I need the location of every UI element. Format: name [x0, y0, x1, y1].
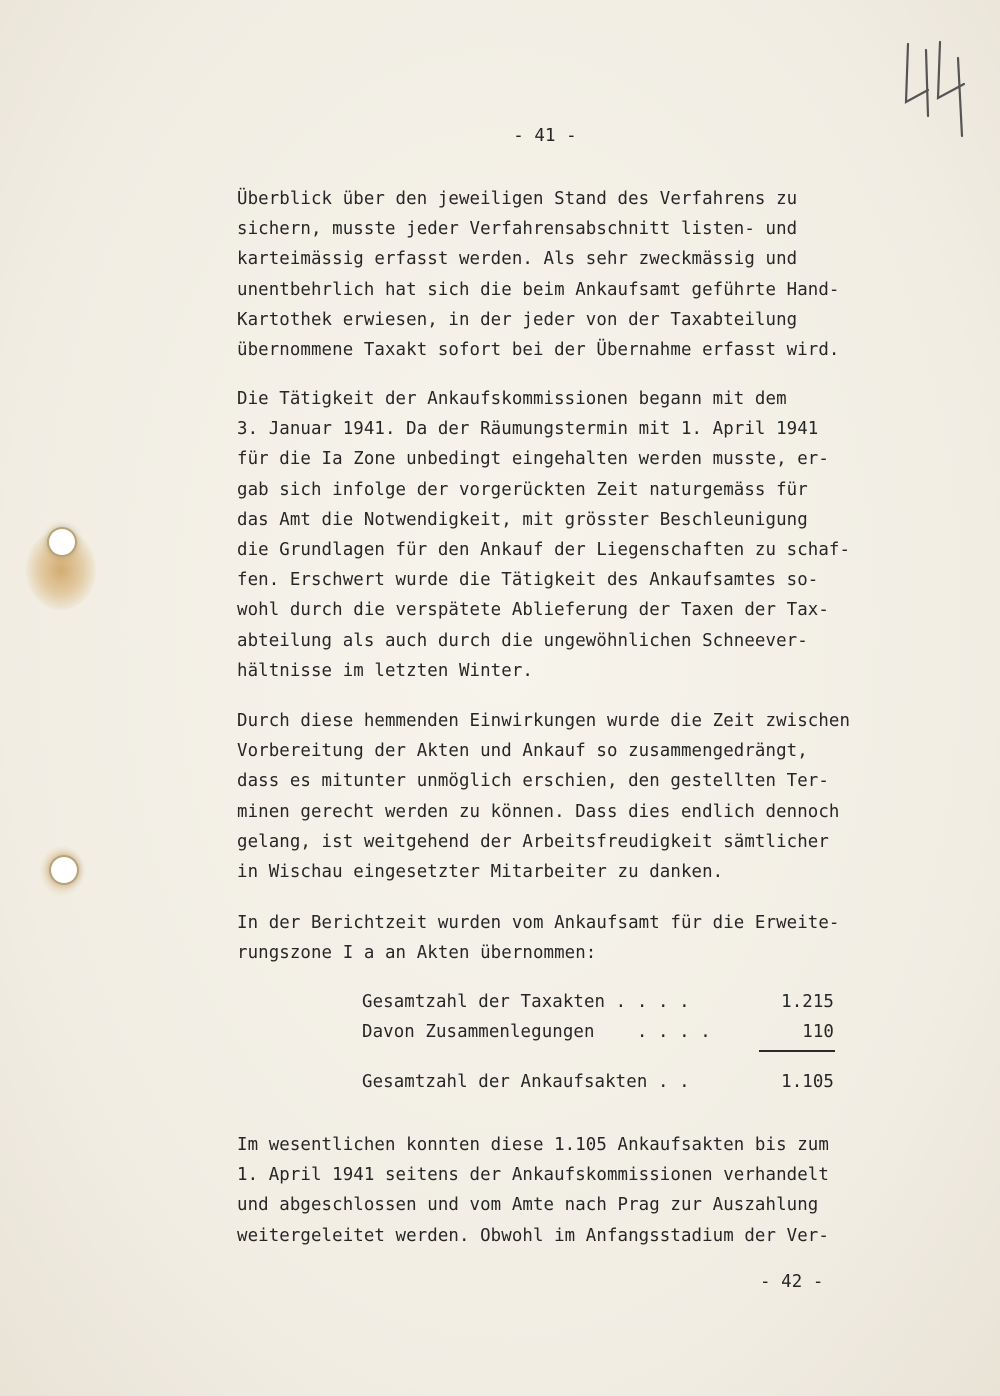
paragraph-report-period: In der Berichtzeit wurden vom Ankaufsamt für die Erweite- rungszone I a an Akten übernommen:	[237, 913, 840, 964]
tally-value: 1.215	[781, 992, 834, 1012]
paragraph-overview: Überblick über den jeweiligen Stand des Verfahrens zu sichern, musste jeder Verfahrensabschnitt listen- und karteimässig erfasst werden. Als sehr zweckmässig und unentbehrlich hat sich die beim Ankaufsamt geführte Hand- Kartothek erwiesen, in der jeder von der Taxabteilung übernommene Taxakt sofort bei der Übernahme erfasst wird.	[237, 189, 840, 361]
tally-label: Gesamtzahl der Ankaufsakten . .	[362, 1072, 690, 1092]
tally-label: Gesamtzahl der Taxakten . . . .	[362, 992, 690, 1012]
paragraph-conclusion: Im wesentlichen konnten diese 1.105 Ankaufsakten bis zum 1. April 1941 seitens der Ankaufskommissionen verhandelt und abgeschlossen und vom Amte nach Prag zur Auszahlung weitergeleitet werden. Obwohl im Anfangsstadium der Ver-	[237, 1135, 829, 1246]
tally-total-value: 1.105	[781, 1072, 834, 1092]
tally-label: Davon Zusammenlegungen . . . .	[362, 1022, 711, 1042]
paragraph-commissions: Die Tätigkeit der Ankaufskommissionen begann mit dem 3. Januar 1941. Da der Räumungstermin mit 1. April 1941 für die Ia Zone unbedingt eingehalten werden musste, er- gab sich infolge der vorgerückten Zeit naturgemäss für das Amt die Notwendigkeit, mit grösster Beschleunigung die Grundlagen für den Ankauf der Liegenschaften zu schaf- fen. Erschwert wurde die Tätigkeit des Ankaufsamtes so- wohl durch die verspätete Ablieferung der Taxen der Tax- abteilung als auch durch die ungewöhnlichen Schneever- hältnisse im letzten Winter.	[237, 389, 851, 681]
paragraph-obstacles: Durch diese hemmenden Einwirkungen wurde die Zeit zwischen Vorbereitung der Akten und Ankauf so zusammengedrängt, dass es mitunter unmöglich erschien, den gestellten Ter- minen gerecht werden zu können. Dass dies endlich dennoch gelang, ist weitgehend der Arbeitsfreudigkeit sämtlicher in Wischau eingesetzter Mitarbeiter zu danken.	[237, 711, 851, 883]
punch-hole-lower	[51, 857, 77, 883]
next-page-marker: - 42 -	[760, 1272, 824, 1292]
handwritten-folio-note	[898, 30, 978, 140]
tally-value: 110	[802, 1022, 834, 1042]
page-number: - 41 -	[513, 126, 577, 146]
sum-rule	[759, 1050, 835, 1052]
punch-hole-upper	[49, 529, 75, 555]
